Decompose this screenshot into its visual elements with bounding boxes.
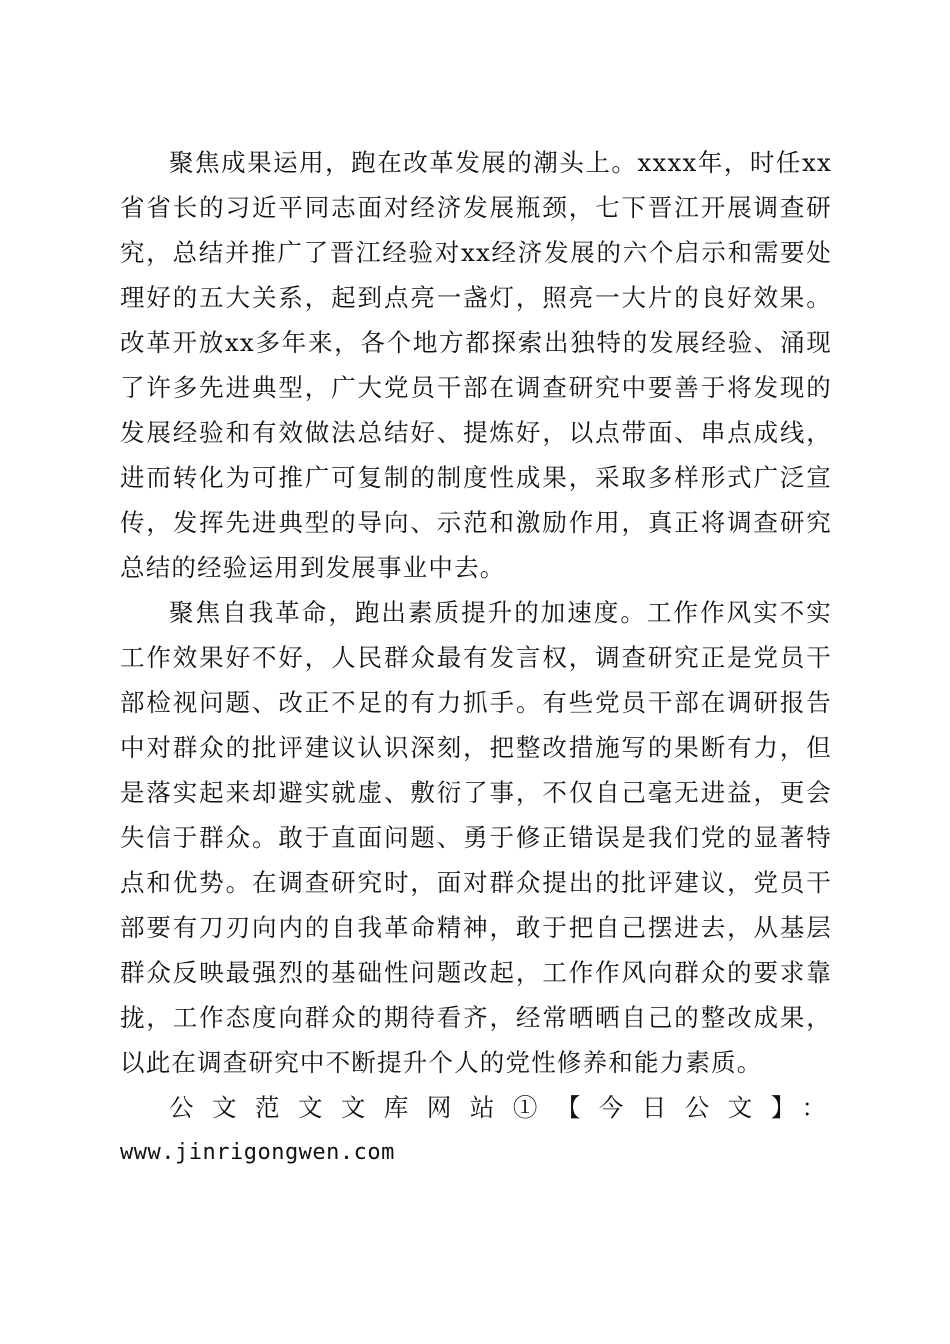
paragraph-results-application: 聚焦成果运用，跑在改革发展的潮头上。xxxx年，时任xx省省长的习近平同志面对经济发展瓶颈，七下晋江开展调查研究，总结并推广了晋江经验对xx经济发展的六个启示和需要处理好的五大关系，起到点亮一盏灯，照亮一大片的良好效果。改革开放xx多年来，各个地方都探索出独特的发展经验、涌现了许多先进典型，广大党员干部在调查研究中要善于将发现的发展经验和有效做法总结好、提炼好，以点带面、串点成线，进而转化为可推广可复制的制度性成果，采取多样形式广泛宣传，发挥先进典型的导向、示范和激励作用，真正将调查研究总结的经验运用到发展事业中去。 [120, 148, 832, 582]
footer-site-label: 公文范文文库网站①【今日公文】： [169, 1093, 832, 1122]
footer-site-url: www.jinrigongwen.com [120, 1140, 395, 1165]
paragraph-self-revolution: 聚焦自我革命，跑出素质提升的加速度。工作作风实不实工作效果好不好，人民群众最有发言权，调查研究正是党员干部检视问题、改正不足的有力抓手。有些党员干部在调研报告中对群众的批评建议认识深刻，把整改措施写的果断有力，但是落实起来却避实就虚、敷衍了事，不仅自己毫无进益，更会失信于群众。敢于直面问题、勇于修正错误是我们党的显著特点和优势。在调查研究时，面对群众提出的批评建议，党员干部要有刀刃向内的自我革命精神，敢于把自己摆进去，从基层群众反映最强烈的基础性问题改起，工作作风向群众的要求靠拢，工作态度向群众的期待看齐，经常晒晒自己的整改成果，以此在调查研究中不断提升个人的党性修养和能力素质。 [120, 598, 832, 1077]
document-body [120, 140, 832, 1175]
